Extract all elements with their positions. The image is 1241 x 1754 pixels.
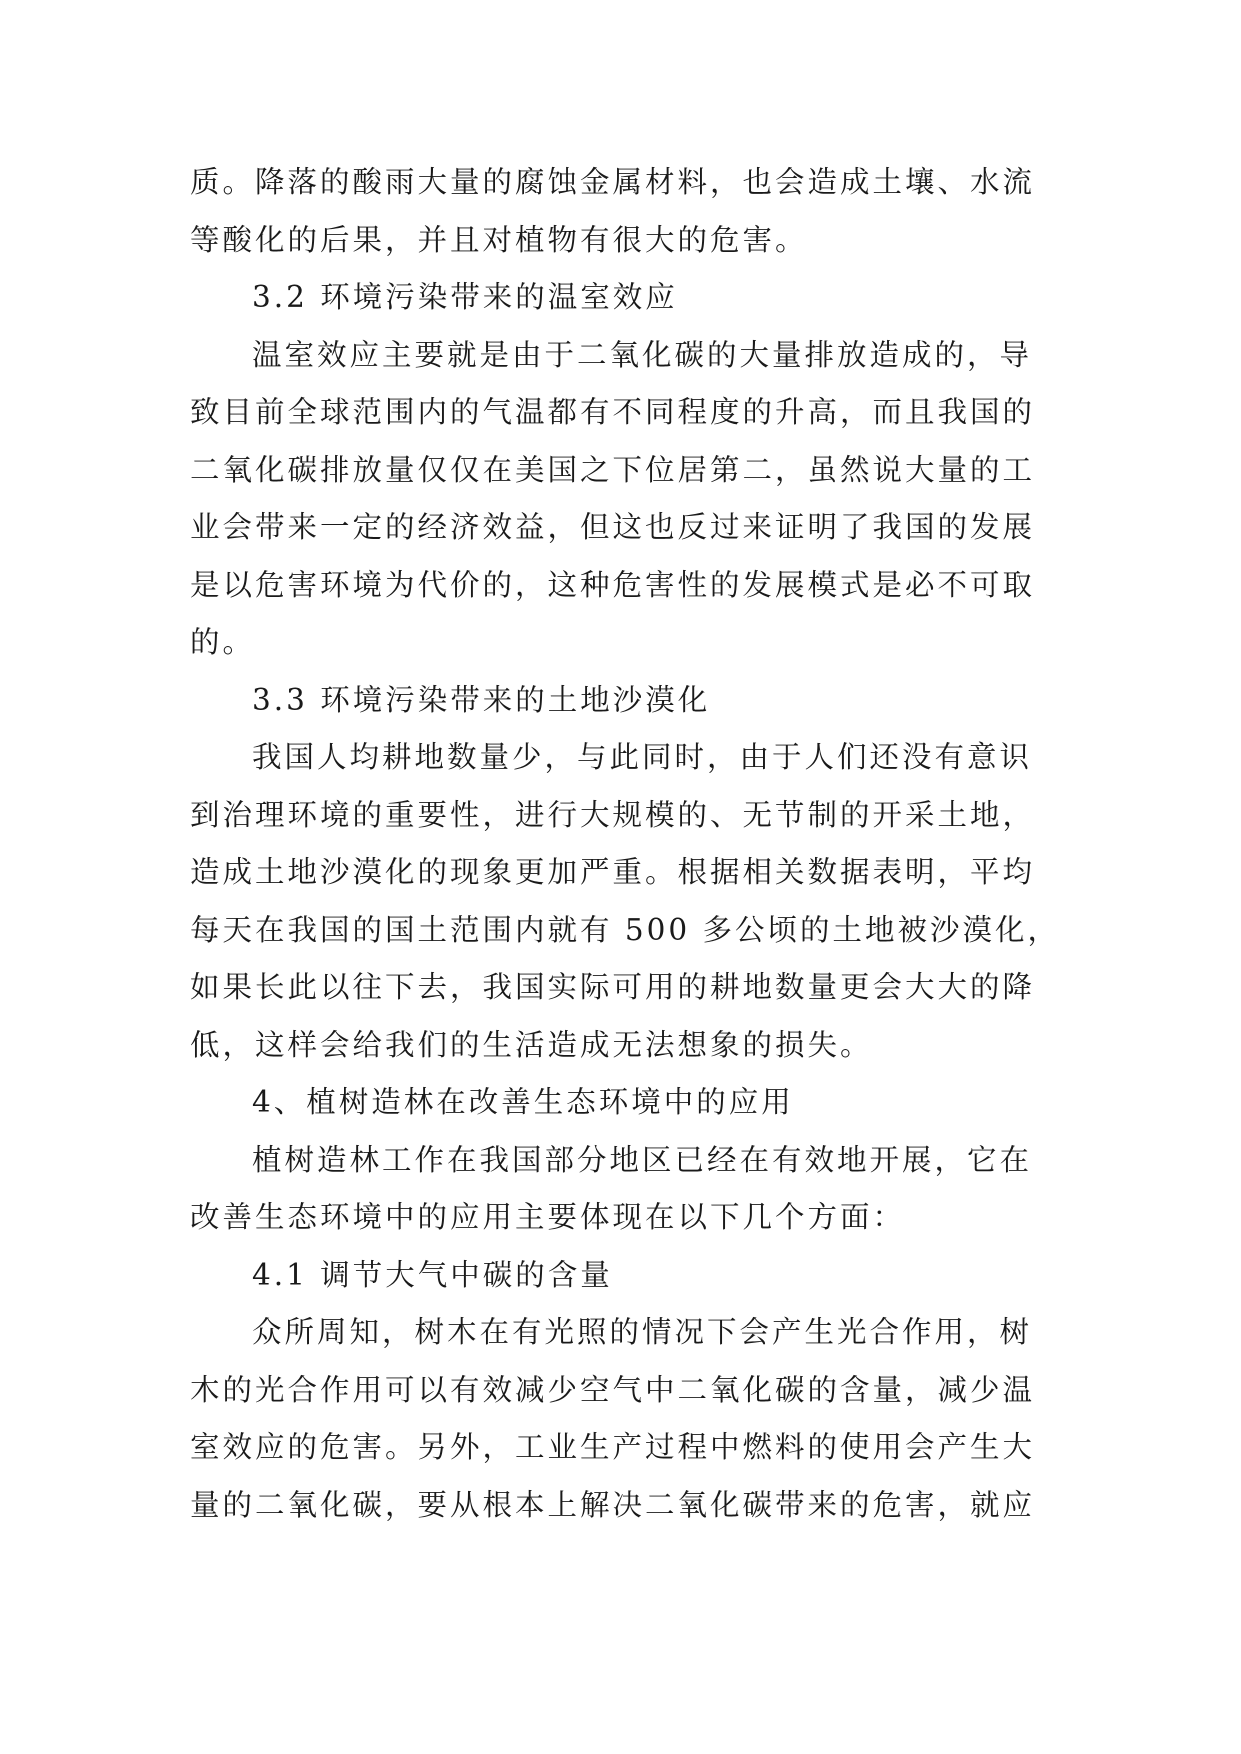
paragraph-first-line: 众所周知，树木在有光照的情况下会产生光合作用，树: [252, 1315, 1033, 1349]
paragraph-first-line: 4.1 调节大气中碳的含量: [252, 1257, 613, 1292]
text-line: 每天在我国的国土范围内就有 500 多公顷的土地被沙漠化，: [190, 912, 1061, 947]
text-line: 业会带来一定的经济效益，但这也反过来证明了我国的发展: [190, 510, 1036, 544]
text-line: 如果长此以往下去，我国实际可用的耕地数量更会大大的降: [190, 970, 1036, 1004]
text-line: 改善生态环境中的应用主要体现在以下几个方面：: [190, 1200, 906, 1234]
paragraph-first-line: 温室效应主要就是由于二氧化碳的大量排放造成的，导: [252, 337, 1033, 372]
paragraph-first-line: 我国人均耕地数量少，与此同时，由于人们还没有意识: [252, 740, 1033, 774]
text-line: 造成土地沙漠化的现象更加严重。根据相关数据表明，平均: [190, 855, 1036, 889]
text-line: 质。降落的酸雨大量的腐蚀金属材料，也会造成土壤、水流: [190, 165, 1036, 199]
paragraph-first-line: 3.2 环境污染带来的温室效应: [252, 280, 678, 314]
paragraph-first-line: 植树造林工作在我国部分地区已经在有效地开展，它在: [252, 1142, 1033, 1177]
text-line: 致目前全球范围内的气温都有不同程度的升高，而且我国的: [190, 395, 1036, 429]
text-line: 到治理环境的重要性，进行大规模的、无节制的开采土地，: [190, 797, 1036, 832]
paragraph-first-line: 4、植树造林在改善生态环境中的应用: [252, 1085, 794, 1119]
text-line: 是以危害环境为代价的，这种危害性的发展模式是必不可取: [190, 567, 1036, 602]
text-line: 二氧化碳排放量仅仅在美国之下位居第二，虽然说大量的工: [190, 452, 1036, 487]
text-line: 的。: [190, 625, 256, 659]
text-line: 木的光合作用可以有效减少空气中二氧化碳的含量，减少温: [190, 1372, 1036, 1407]
text-line: 低，这样会给我们的生活造成无法想象的损失。: [190, 1027, 873, 1062]
text-line: 室效应的危害。另外，工业生产过程中燃料的使用会产生大: [190, 1430, 1036, 1464]
text-line: 量的二氧化碳，要从根本上解决二氧化碳带来的危害，就应: [190, 1487, 1036, 1522]
body-text: [190, 154, 1060, 1534]
text-line: 等酸化的后果，并且对植物有很大的危害。: [190, 222, 808, 257]
paragraph-first-line: 3.3 环境污染带来的土地沙漠化: [252, 682, 711, 717]
